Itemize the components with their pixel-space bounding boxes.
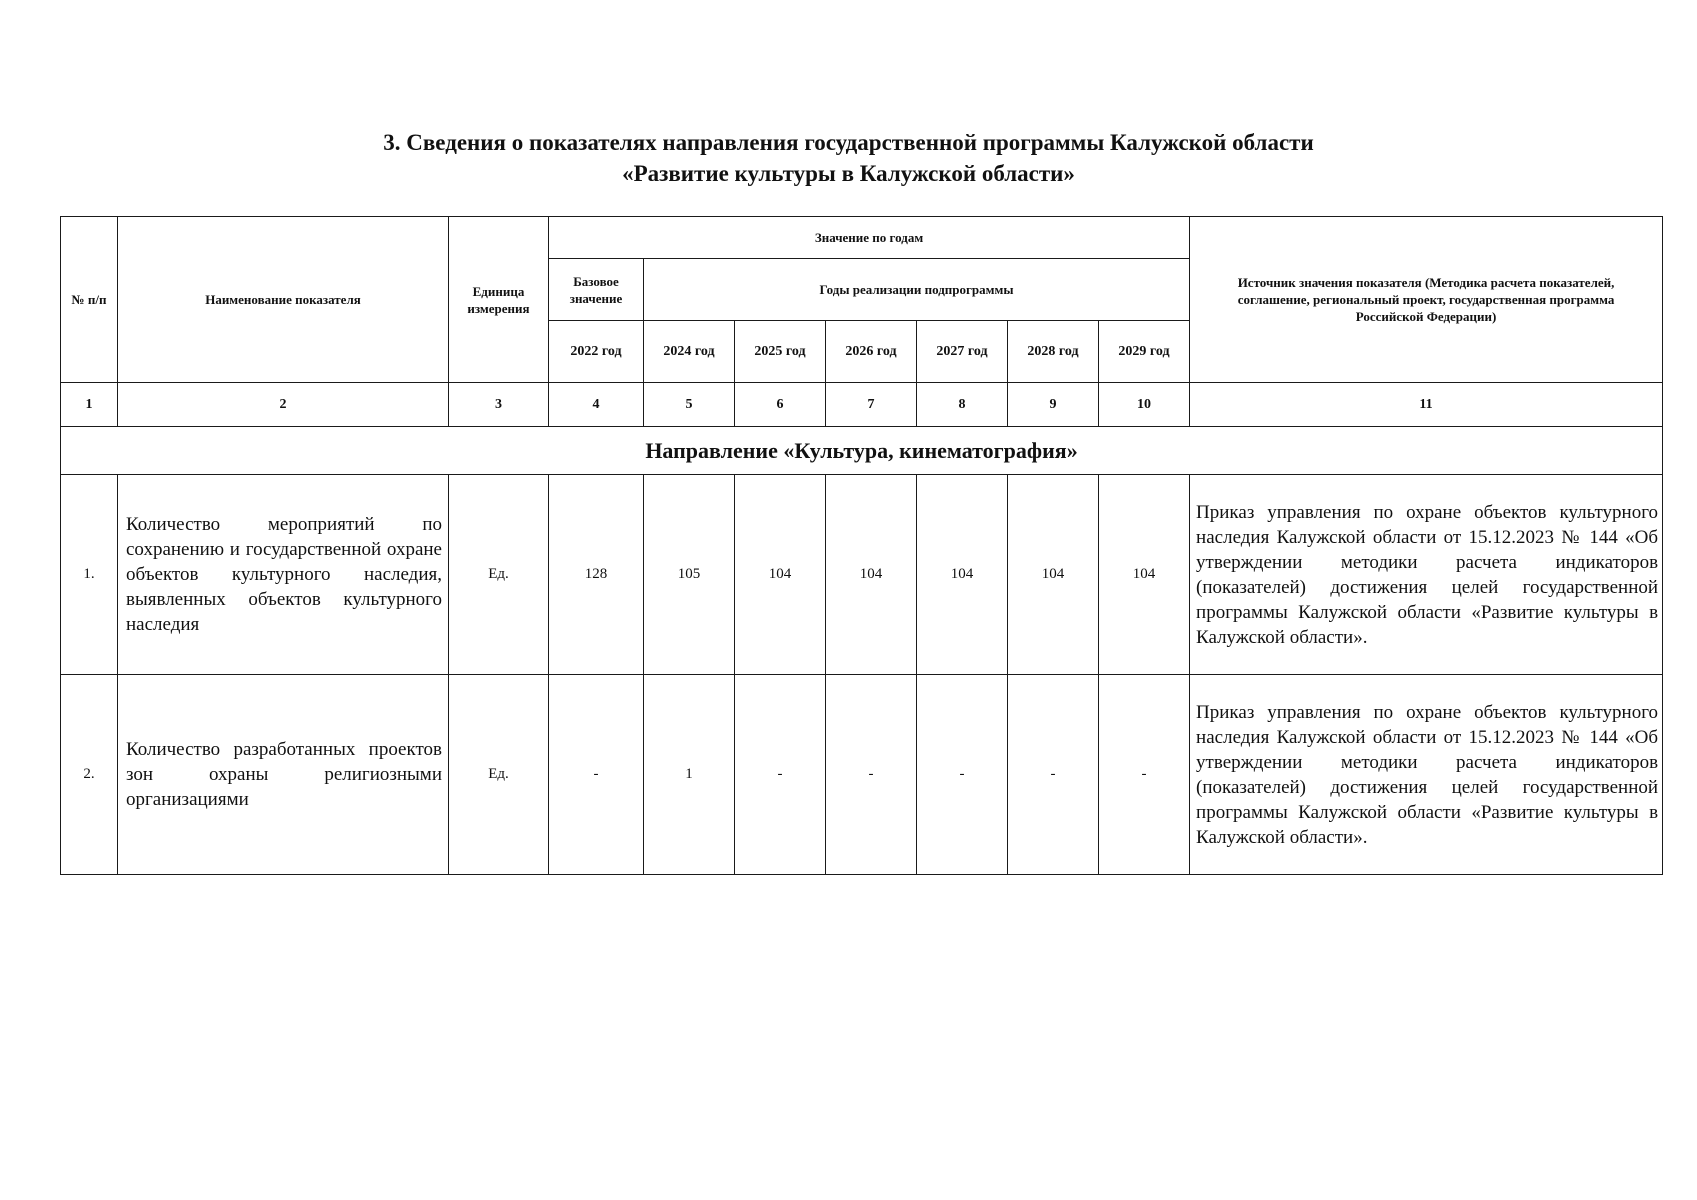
indicator-name: Количество мероприятий по сохранению и государственной охране объектов культурного наследия, выявленных объектов культурного наследия	[118, 475, 449, 675]
header-year-2024: 2024 год	[644, 321, 735, 383]
header-year-2025: 2025 год	[735, 321, 826, 383]
table-row	[61, 475, 1663, 675]
column-number: 10	[1099, 383, 1190, 427]
row-number: 2.	[61, 675, 118, 875]
column-number: 8	[917, 383, 1008, 427]
header-year-2029: 2029 год	[1099, 321, 1190, 383]
value-2022: 128	[549, 475, 644, 675]
header-base-value: Базовое значение	[549, 259, 644, 321]
header-num: № п/п	[61, 217, 118, 383]
value-2028: 104	[1008, 475, 1099, 675]
value-2022: -	[549, 675, 644, 875]
header-row-1	[61, 217, 1663, 259]
header-year-2028: 2028 год	[1008, 321, 1099, 383]
header-values-by-year: Значение по годам	[549, 217, 1190, 259]
column-number: 9	[1008, 383, 1099, 427]
value-2026: 104	[826, 475, 917, 675]
value-2027: 104	[917, 475, 1008, 675]
column-number: 3	[449, 383, 549, 427]
column-number: 4	[549, 383, 644, 427]
title-line-1: 3. Сведения о показателях направления государственной программы Калужской области	[383, 130, 1314, 155]
value-2028: -	[1008, 675, 1099, 875]
value-2025: 104	[735, 475, 826, 675]
table-row	[61, 675, 1663, 875]
header-year-2026: 2026 год	[826, 321, 917, 383]
column-number: 1	[61, 383, 118, 427]
column-numbers-row	[61, 383, 1663, 427]
source-cell: Приказ управления по охране объектов культурного наследия Калужской области от 15.12.2023 № 144 «Об утверждении методики расчета индикаторов (показателей) достижения целей государственной программы Калужской области «Развитие культуры в Калужской области».	[1190, 475, 1663, 675]
header-realization-years: Годы реализации подпрограммы	[644, 259, 1190, 321]
header-source: Источник значения показателя (Методика расчета показателей, соглашение, региональный проект, государственная программа Российской Федерации)	[1190, 217, 1663, 383]
section-row	[61, 427, 1663, 475]
header-unit: Единица измерения	[449, 217, 549, 383]
section-title: Направление «Культура, кинематография»	[61, 427, 1663, 475]
header-name: Наименование показателя	[118, 217, 449, 383]
column-number: 2	[118, 383, 449, 427]
column-number: 11	[1190, 383, 1663, 427]
row-number: 1.	[61, 475, 118, 675]
header-year-2027: 2027 год	[917, 321, 1008, 383]
indicators-table	[60, 216, 1663, 875]
value-2027: -	[917, 675, 1008, 875]
unit-cell: Ед.	[449, 475, 549, 675]
indicator-name: Количество разработанных проектов зон охраны религиозными организациями	[118, 675, 449, 875]
value-2026: -	[826, 675, 917, 875]
column-number: 5	[644, 383, 735, 427]
document-title	[0, 127, 1697, 189]
value-2029: 104	[1099, 475, 1190, 675]
title-line-2: «Развитие культуры в Калужской области»	[622, 161, 1075, 186]
value-2025: -	[735, 675, 826, 875]
header-year-2022: 2022 год	[549, 321, 644, 383]
column-number: 7	[826, 383, 917, 427]
source-cell: Приказ управления по охране объектов культурного наследия Калужской области от 15.12.2023 № 144 «Об утверждении методики расчета индикаторов (показателей) достижения целей государственной программы Калужской области «Развитие культуры в Калужской области».	[1190, 675, 1663, 875]
unit-cell: Ед.	[449, 675, 549, 875]
value-2024: 105	[644, 475, 735, 675]
value-2029: -	[1099, 675, 1190, 875]
column-number: 6	[735, 383, 826, 427]
value-2024: 1	[644, 675, 735, 875]
